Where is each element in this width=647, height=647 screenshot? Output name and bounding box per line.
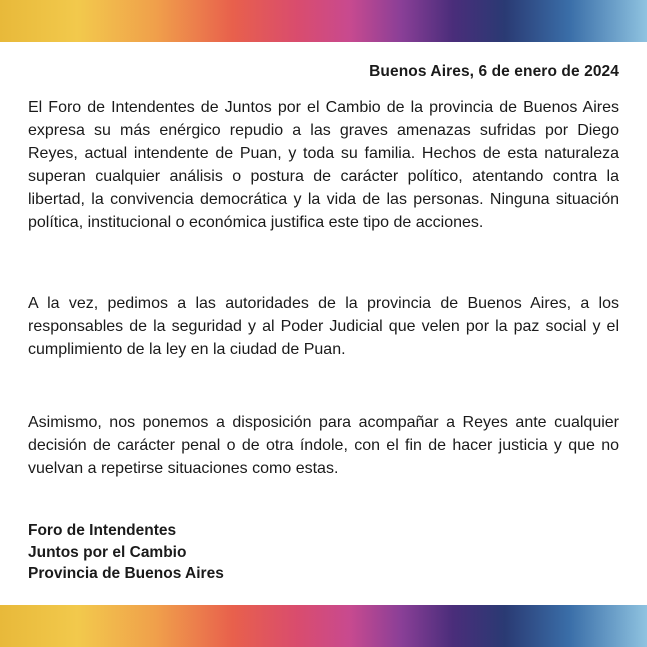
statement-paragraph-3: Asimismo, nos ponemos a disposición para acompañar a Reyes ante cualquier decisión de carácter penal o de otra índole, con el fin de hacer justicia y que no vuelvan a repetirse situaciones como estas.: [28, 414, 619, 477]
top-gradient-band: [0, 0, 647, 42]
signature-line-3: Provincia de Buenos Aires: [28, 565, 224, 582]
bottom-gradient-band: [0, 605, 647, 647]
statement-paragraph-1: El Foro de Intendentes de Juntos por el Cambio de la provincia de Buenos Aires expresa su más enérgico repudio a las graves amenazas sufridas por Diego Reyes, actual intendente de Puan, y toda su familia. Hechos de esta naturaleza superan cualquier análisis o postura de carácter político, atentando contra la libertad, la convivencia democrática y la vida de las personas. Ninguna situación política, institucional o económica justifica este tipo de acciones.: [28, 99, 619, 231]
signature-line-2: Juntos por el Cambio: [28, 543, 187, 561]
statement-date: Buenos Aires, 6 de enero de 2024: [369, 63, 619, 80]
signature-line-1: Foro de Intendentes: [28, 522, 177, 539]
signature-block: [28, 520, 224, 585]
statement-paragraph-2: A la vez, pedimos a las autoridades de la provincia de Buenos Aires, a los responsables de la seguridad y al Poder Judicial que velen por la paz social y el cumplimiento de la ley en la ciudad de Puan.: [28, 295, 619, 358]
